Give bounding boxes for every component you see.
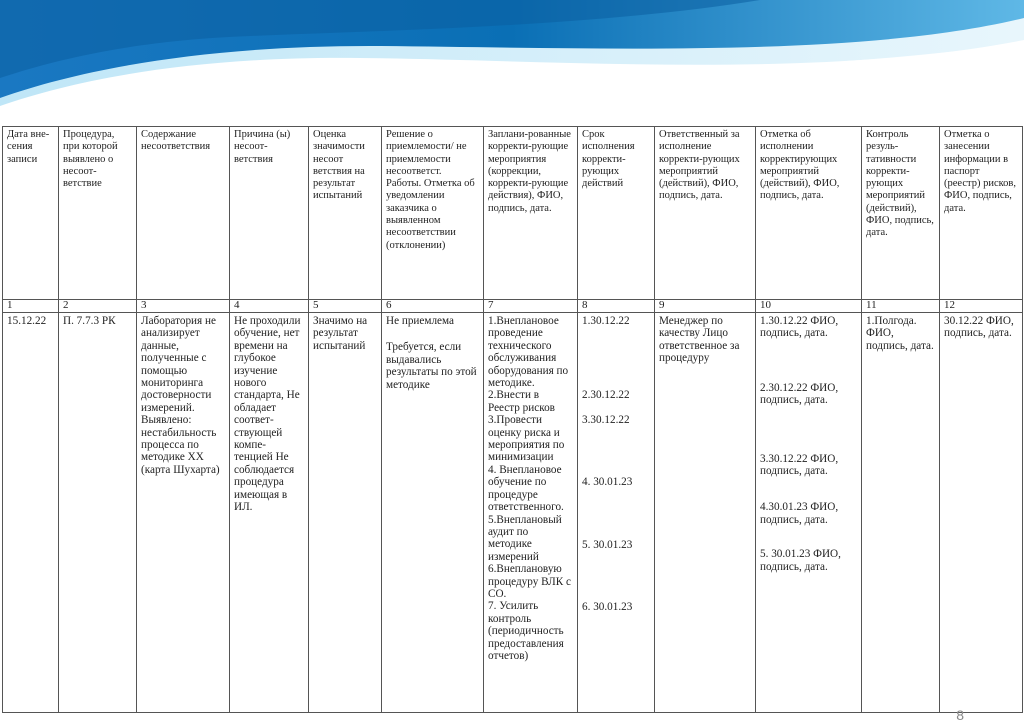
page-number: 8 — [956, 707, 964, 723]
column-number: 10 — [756, 300, 862, 313]
header-row — [3, 127, 1023, 300]
column-number: 11 — [862, 300, 940, 313]
procedure-cell: П. 7.7.3 РК — [59, 313, 137, 713]
header-cell: Решение о приемлемости/ не приемлемости несоответст. Работы. Отметка об уведомлении заказчика о выявленном несоответствии (отклонении) — [382, 127, 484, 300]
column-number: 9 — [655, 300, 756, 313]
column-number: 5 — [309, 300, 382, 313]
control-cell: 1.Полгода. ФИО, подпись, дата. — [862, 313, 940, 713]
header-cell: Оценка значимости несоот ветствия на результат испытаний — [309, 127, 382, 300]
actions-cell — [484, 313, 578, 713]
action-item: 5.Внеплановый аудит по методике измерений — [488, 513, 562, 563]
deadline-item: 5. 30.01.23 — [582, 538, 633, 551]
execution-item: 5. 30.01.23 ФИО, подпись, дата. — [760, 548, 841, 573]
nonconformity-register-table — [2, 126, 1023, 713]
execution-cell — [756, 313, 862, 713]
execution-item: 1.30.12.22 ФИО, подпись, дата. — [760, 315, 839, 340]
column-number: 6 — [382, 300, 484, 313]
header-cell: Отметка об исполнении корректирующих мероприятий (действий), ФИО, подпись, дата. — [756, 127, 862, 300]
column-number: 12 — [940, 300, 1023, 313]
header-cell: Процедура, при которой выявлено о несоот-ветствие — [59, 127, 137, 300]
deadline-item: 1.30.12.22 — [582, 315, 630, 327]
column-number: 1 — [3, 300, 59, 313]
header-cell: Заплани-рованные корректи-рующие мероприятия (коррекции, корректи-рующие действия), ФИО, подпись, дата. — [484, 127, 578, 300]
header-cell: Отметка о занесении информации в паспорт (реестр) рисков, ФИО, подпись, дата. — [940, 127, 1023, 300]
deadline-item: 4. 30.01.23 — [582, 476, 633, 489]
action-item: 7. Усилить контроль (периодичность предоставления отчетов) — [488, 600, 564, 662]
cause-cell: Не проходили обучение, нет времени на глубокое изучение нового стандарта, Не обладает соответ-ствующей компе-тенцией Не соблюдается процедура имеющая в ИЛ. — [230, 313, 309, 713]
header-cell: Срок исполнения корректи-рующих действий — [578, 127, 655, 300]
column-number: 7 — [484, 300, 578, 313]
deadline-item: 2.30.12.22 — [582, 389, 630, 402]
content-cell: Лаборатория не анализирует данные, полученные с помощью мониторинга достоверности измерений. Выявлено: нестабильность процесса по методике ХХ (карта Шухарта) — [137, 313, 230, 713]
decision-customer-notice: Требуется, если выдавались результаты по этой методике — [386, 341, 477, 391]
action-item: 6.Внеплановую процедуру ВЛК с СО. — [488, 563, 571, 600]
execution-item: 4.30.01.23 ФИО, подпись, дата. — [760, 501, 839, 526]
responsible-cell: Менеджер по качеству Лицо ответственное за процедуру — [655, 313, 756, 713]
column-number-row — [3, 300, 1023, 313]
registry-cell: 30.12.22 ФИО, подпись, дата. — [940, 313, 1023, 713]
table-row — [3, 313, 1023, 713]
header-cell: Дата вне-сения записи — [3, 127, 59, 300]
header-wave-decoration — [0, 0, 1024, 110]
header-cell: Содержание несоответствия — [137, 127, 230, 300]
action-item: 3.Провести оценку риска и мероприятия по минимизации — [488, 414, 565, 464]
execution-item: 3.30.12.22 ФИО, подпись, дата. — [760, 452, 839, 478]
deadline-item: 3.30.12.22 — [582, 413, 630, 426]
column-number: 2 — [59, 300, 137, 313]
column-number: 3 — [137, 300, 230, 313]
action-item: 1.Внеплановое проведение технического обслуживания оборудования по методике. — [488, 315, 569, 390]
date-cell: 15.12.22 — [3, 313, 59, 713]
column-number: 4 — [230, 300, 309, 313]
action-item: 2.Внести в Реестр рисков — [488, 389, 555, 414]
significance-cell: Значимо на результат испытаний — [309, 313, 382, 713]
header-cell: Причина (ы) несоот-ветствия — [230, 127, 309, 300]
deadline-cell — [578, 313, 655, 713]
execution-item: 2.30.12.22 ФИО, подпись, дата. — [760, 381, 839, 407]
column-number: 8 — [578, 300, 655, 313]
decision-acceptability: Не приемлема — [386, 315, 454, 327]
header-cell: Ответственный за исполнение корректи-рующих мероприятий (действий), ФИО, подпись, дата. — [655, 127, 756, 300]
decision-cell — [382, 313, 484, 713]
action-item: 4. Внеплановое обучение по процедуре ответственного. — [488, 463, 564, 514]
header-cell: Контроль резуль-тативности корректи-рующих мероприятий (действий), ФИО, подпись, дата. — [862, 127, 940, 300]
deadline-item: 6. 30.01.23 — [582, 601, 633, 614]
